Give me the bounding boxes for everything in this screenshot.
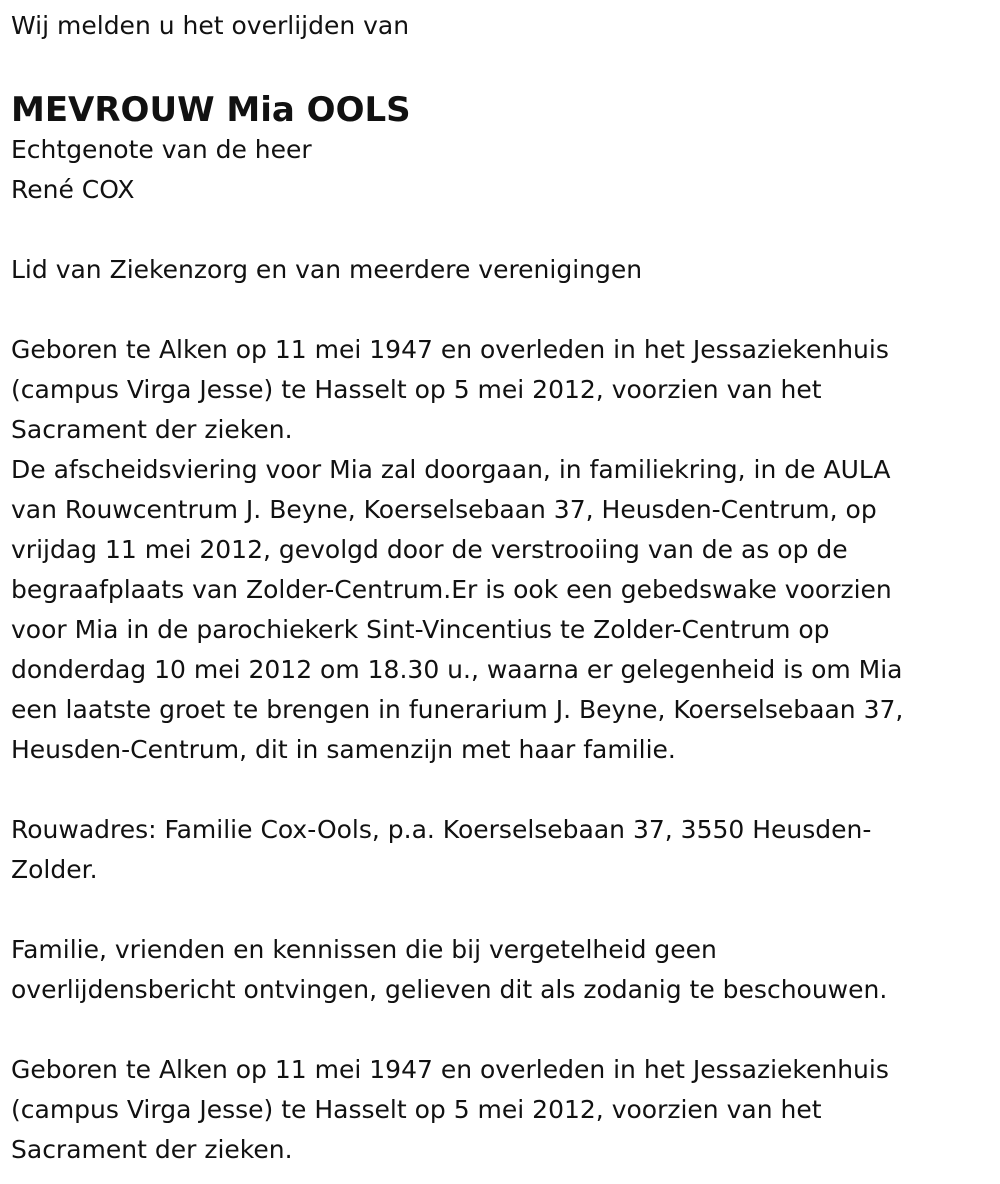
deceased-name: MEVROUW Mia OOLS: [11, 90, 411, 130]
closing-paragraph: [11, 930, 981, 1010]
death-notice: [11, 0, 981, 1170]
closing-line: Familie, vrienden en kennissen die bij vergetelheid geen: [11, 935, 717, 964]
details-line: van Rouwcentrum J. Beyne, Koerselsebaan 37, Heusden-Centrum, op: [11, 495, 877, 524]
repeat-line: Sacrament der zieken.: [11, 1135, 293, 1164]
details-line: (campus Virga Jesse) te Hasselt op 5 mei 2012, voorzien van het: [11, 375, 822, 404]
details-paragraph: [11, 330, 981, 770]
repeat-line: (campus Virga Jesse) te Hasselt op 5 mei 2012, voorzien van het: [11, 1095, 822, 1124]
details-line: begraafplaats van Zolder-Centrum.Er is ook een gebedswake voorzien: [11, 575, 892, 604]
spouse-block: [11, 130, 981, 210]
details-line: Geboren te Alken op 11 mei 1947 en overleden in het Jessaziekenhuis: [11, 335, 889, 364]
details-line: vrijdag 11 mei 2012, gevolgd door de verstrooiing van de as op de: [11, 535, 848, 564]
details-line: een laatste groet te brengen in funerarium J. Beyne, Koerselsebaan 37,: [11, 695, 904, 724]
membership-text: Lid van Ziekenzorg en van meerdere verenigingen: [11, 255, 643, 284]
spouse-line: Echtgenote van de heer: [11, 135, 312, 164]
details-line: Sacrament der zieken.: [11, 415, 293, 444]
spouse-line: René COX: [11, 175, 135, 204]
details-line: Heusden-Centrum, dit in samenzijn met haar familie.: [11, 735, 676, 764]
intro-text: Wij melden u het overlijden van: [11, 11, 410, 40]
address-paragraph: [11, 810, 981, 890]
details-line: donderdag 10 mei 2012 om 18.30 u., waarna er gelegenheid is om Mia: [11, 655, 903, 684]
repeat-paragraph: [11, 1050, 981, 1170]
closing-line: overlijdensbericht ontvingen, gelieven dit als zodanig te beschouwen.: [11, 975, 888, 1004]
repeat-line: Geboren te Alken op 11 mei 1947 en overleden in het Jessaziekenhuis: [11, 1055, 889, 1084]
address-line: Zolder.: [11, 855, 98, 884]
address-line: Rouwadres: Familie Cox-Ools, p.a. Koerselsebaan 37, 3550 Heusden-: [11, 815, 872, 844]
details-line: De afscheidsviering voor Mia zal doorgaan, in familiekring, in de AULA: [11, 455, 891, 484]
details-line: voor Mia in de parochiekerk Sint-Vincentius te Zolder-Centrum op: [11, 615, 830, 644]
